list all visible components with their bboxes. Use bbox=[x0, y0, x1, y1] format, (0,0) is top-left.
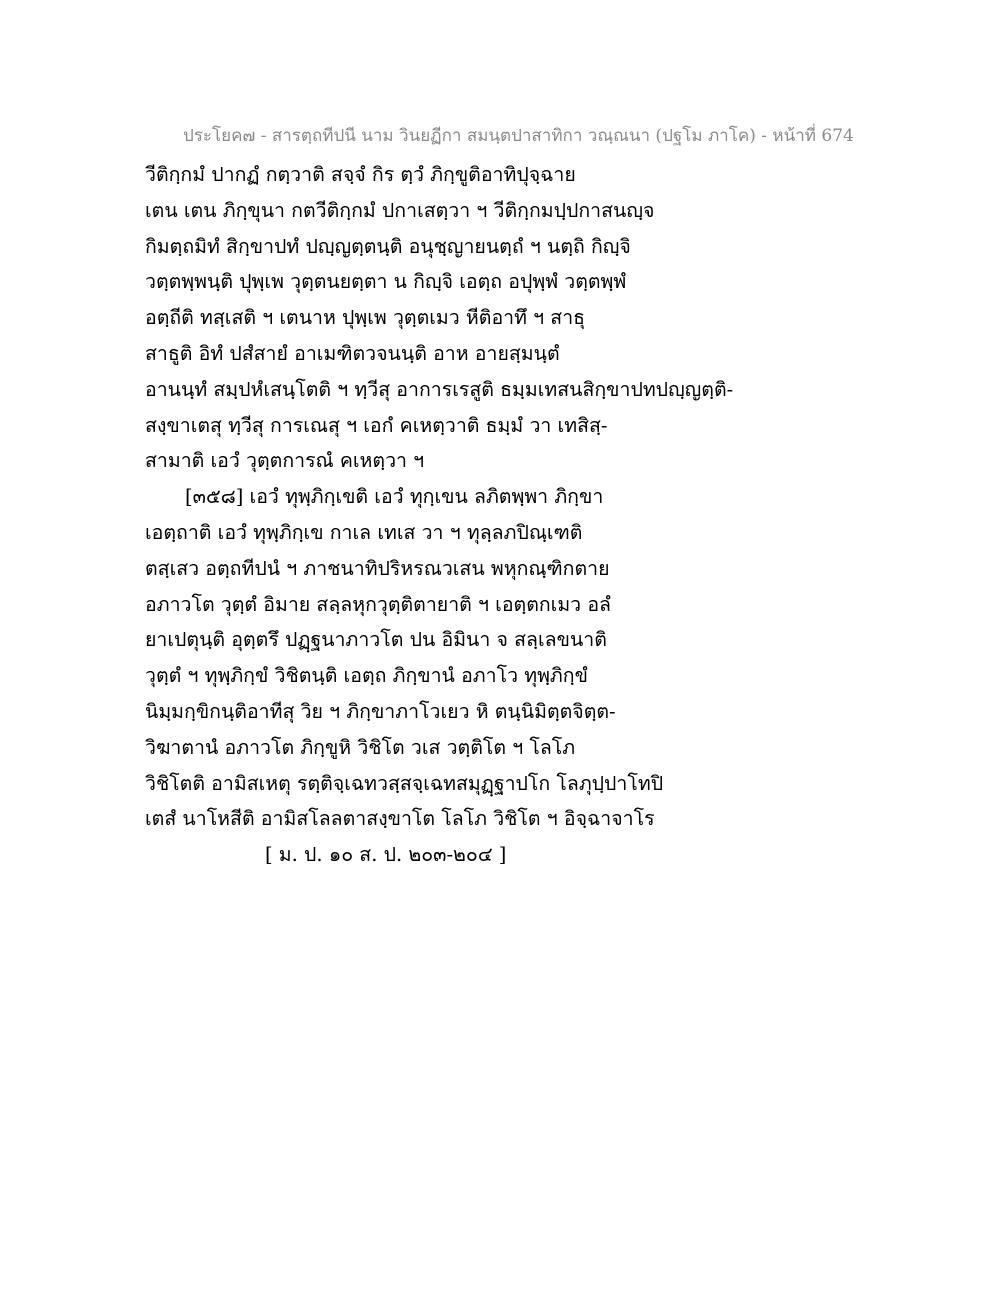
text-line: วิชิโตติ อามิสเหตุ รตฺติจฺเฉทวสฺสจฺเฉทสมุฏฺฐาปโก โลภุปฺปาโทปิ bbox=[145, 771, 664, 795]
text-line: สามาติ เอวํ วุตฺตการณํ คเหตฺวา ฯ bbox=[145, 449, 425, 473]
page-header: ประโยค๗ - สารตฺถทีปนี นาม วินยฏีกา สมนฺตปาสาทิกา วณฺณนา (ปฐโม ภาโค) - หน้าที่ 674 bbox=[183, 126, 854, 146]
text-line: เอตฺถาติ เอวํ ทุพฺภิกฺเข กาเล เทเส วา ฯ ทุลฺลภปิณฺเฑติ bbox=[145, 520, 583, 544]
text-line: อภาวโต วุตฺตํ อิมาย สลฺลหุกวุตฺติตายาติ ฯ เอตฺตกเมว อลํ bbox=[145, 592, 611, 616]
text-line: ตสฺเสว อตฺถทีปนํ ฯ ภาชนาทิปริหรณวเสน พหุกณฺฑิกตาย bbox=[145, 556, 610, 580]
text-line: สงฺขาเตสุ ทฺวีสุ การเณสุ ฯ เอกํ คเหตฺวาติ ธมฺมํ วา เทสิสฺ- bbox=[145, 413, 608, 437]
text-line: วตฺตพฺพนฺติ ปุพฺเพ วุตฺตนยตฺตา น กิญฺจิ เอตฺถ อปุพฺพํ วตฺตพฺพํ bbox=[145, 270, 627, 294]
text-line: กิมตฺถมิทํ สิกฺขาปทํ ปญฺญตฺตนฺติ อนุชฺญายนตฺถํ ฯ นตฺถิ กิญฺจิ bbox=[145, 234, 631, 258]
text-line: ยาเปตุนฺติ อุตฺตรึ ปฏฺฐนาภาวโต ปน อิมินา จ สลฺเลขนาติ bbox=[145, 628, 607, 652]
body-text bbox=[145, 157, 865, 873]
text-line: อานนฺทํ สมฺปหํเสนฺโตติ ฯ ทฺวีสุ อาการเรสูติ ธมฺมเทสนสิกฺขาปทปญฺญตฺติ- bbox=[145, 377, 734, 401]
text-line: อตฺถีติ ทสฺเสติ ฯ เตนาห ปุพฺเพ วุตฺตเมว หีติอาทึ ฯ สาธุ bbox=[145, 306, 586, 330]
paragraph-start-line: [๓๕๘] เอวํ ทุพฺภิกฺเขติ เอวํ ทุกฺเขน ลภิตพฺพา ภิกฺขา bbox=[185, 485, 604, 509]
text-line: นิมฺมกฺขิกนฺติอาทีสุ วิย ฯ ภิกฺขาภาโวเยว หิ ตนฺนิมิตฺตจิตฺต- bbox=[145, 699, 616, 723]
text-line: วุตฺตํ ฯ ทุพฺภิกฺขํ วิชิตนฺติ เอตฺถ ภิกฺขานํ อภาโว ทุพฺภิกฺขํ bbox=[145, 664, 588, 688]
text-line: วีติกฺกมํ ปากฏํ กตฺวาติ สจฺจํ กิร ตฺวํ ภิกฺขูติอาทิปุจฺฉาย bbox=[145, 163, 576, 186]
text-line: เตสํ นาโหสีติ อามิสโลลตาสงฺขาโต โลโภ วิชิโต ฯ อิจฺฉาจาโร bbox=[145, 807, 655, 831]
text-line: เตน เตน ภิกฺขุนา กตวีติกฺกมํ ปกาเสตฺวา ฯ วีติกฺกมปฺปกาสนญฺจ bbox=[145, 198, 655, 222]
reference-citation: [ ม. ป. ๑๐ ส. ป. ๒๐๓-๒๐๔ ] bbox=[265, 843, 507, 867]
text-line: สาธูติ อิทํ ปสํสายํ อาเมฑิตวจนนฺติ อาห อายสฺมนฺตํ bbox=[145, 341, 560, 365]
text-line: วิฆาตานํ อภาวโต ภิกฺขูหิ วิชิโต วเส วตฺติโต ฯ โลโภ bbox=[145, 735, 576, 759]
